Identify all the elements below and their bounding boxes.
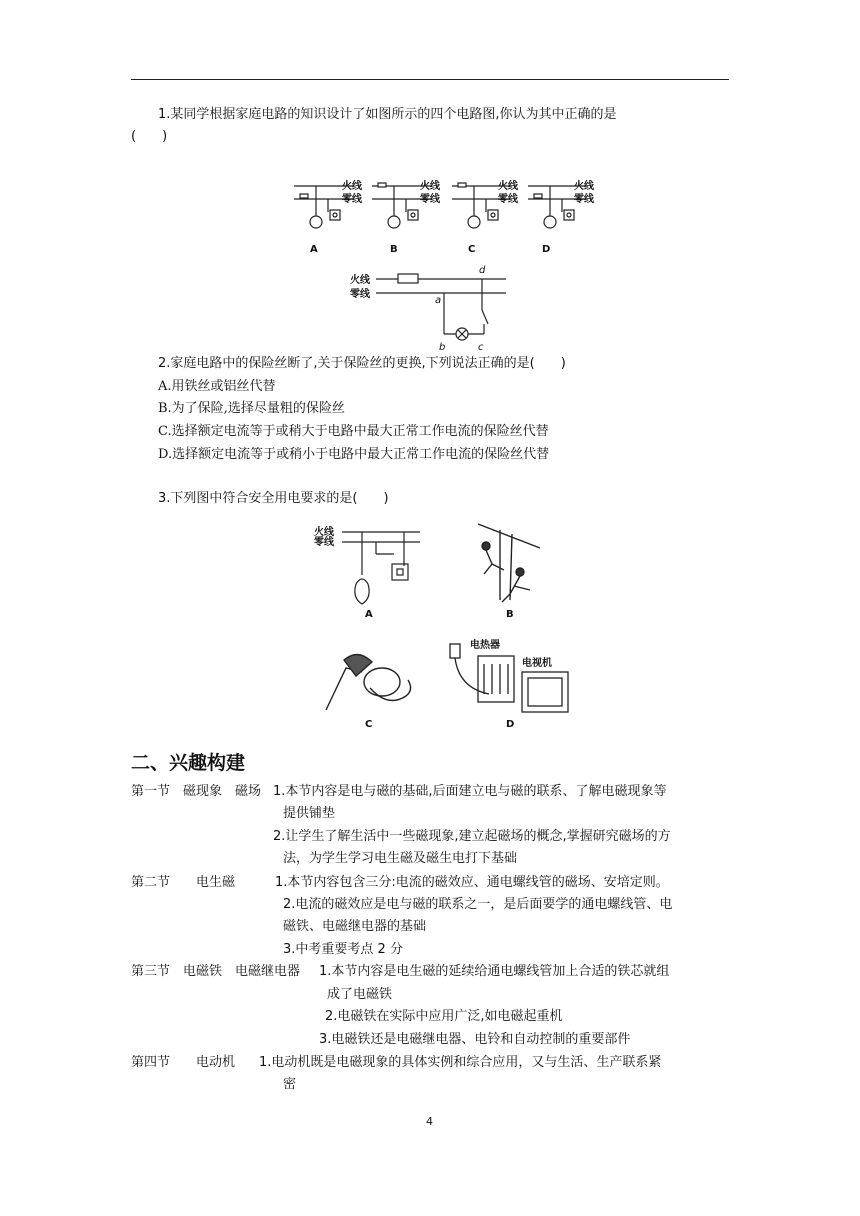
section-heading: 二、兴趣构建 [131,752,246,774]
q1-circuit-figure [290,172,602,258]
q3-option-c: C [365,719,373,730]
s2-line3: 磁铁、电磁继电器的基础 [283,919,427,934]
header-rule [131,79,729,80]
s3-line3: 2.电磁铁在实际中应用广泛,如电磁起重机 [325,1009,563,1024]
q2-option-c: C.选择额定电流等于或稍大于电路中最大正常工作电流的保险丝代替 [158,424,549,439]
q3-option-a: A [365,609,373,620]
s2-line1: 1.本节内容包含三分:电流的磁效应、通电螺线管的磁场、安培定则。 [275,875,669,890]
q1-option-b: B [390,244,398,255]
q1-circuit-d [528,186,588,228]
q3-heater-label: 电热器 [470,640,500,651]
fig2-point-d: d [479,265,486,276]
q3-fig-a-wiring [342,532,420,604]
q2-stem: 2.家庭电路中的保险丝断了,关于保险丝的更换,下列说法正确的是( ) [158,356,566,371]
s1-line4: 法，为学生学习电生磁及磁生电打下基础 [283,851,518,866]
q1-fig-neutral-c: 零线 [498,194,518,205]
q3-fig-d-appliance-scene [450,644,568,712]
q3-fig-b-pole-scene [478,524,540,602]
s1-line2: 提供铺垫 [283,806,336,821]
s1-title: 第一节 磁现象 磁场 [131,784,262,799]
q3-fig-live-label: 火线 [314,527,334,538]
q1-stem-line2: ( ) [131,129,168,144]
fig2-point-c: c [478,342,484,353]
fig2-point-a: a [435,295,442,306]
s2-line2: 2.电流的磁效应是电与磁的联系之一，是后面要学的通电螺线管、电 [283,897,673,912]
q3-tv-label: 电视机 [522,658,552,669]
q3-fig-neutral-label: 零线 [314,537,334,548]
q2-option-d: D.选择额定电流等于或稍小于电路中最大正常工作电流的保险丝代替 [158,447,550,462]
s1-line3: 2.让学生了解生活中一些磁现象,建立起磁场的概念,掌握研究磁场的方 [273,829,671,844]
s3-title: 第三节 电磁铁 电磁继电器 [131,964,301,979]
fig2-live-label: 火线 [350,275,370,286]
q1-option-d: D [542,244,551,255]
q1-option-c: C [468,244,476,255]
q1-fig-live-d: 火线 [574,181,594,192]
fig2-neutral-label: 零线 [350,289,370,300]
q1-stem-line1: 1.某同学根据家庭电路的知识设计了如图所示的四个电路图,你认为其中正确的是 [158,107,617,122]
q1-fig-live-a: 火线 [342,181,362,192]
q3-fig-c-lamp-scene [326,654,411,710]
q3-option-b: B [506,609,514,620]
s3-line4: 3.电磁铁还是电磁继电器、电铃和自动控制的重要部件 [319,1032,631,1047]
s2-line4: 3.中考重要考点 2 分 [283,942,403,957]
q3-figure [300,520,590,732]
q1-circuit-a [294,186,354,228]
fig2-point-b: b [439,342,446,353]
q1-fig-live-c: 火线 [498,181,518,192]
s2-title: 第二节 电生磁 [131,875,236,890]
fig2-circuit [348,262,508,354]
s3-line1: 1.本节内容是电生磁的延续给通电螺线管加上合适的铁芯就组 [319,964,670,979]
s4-line1: 1.电动机既是电磁现象的具体实例和综合应用，又与生活、生产联系紧 [259,1055,662,1070]
q2-option-b: B.为了保险,选择尽量粗的保险丝 [158,401,345,416]
q2-option-a: A.用铁丝或铝丝代替 [158,379,276,394]
q1-fig-neutral-b: 零线 [420,194,440,205]
q1-fig-neutral-d: 零线 [574,194,594,205]
q3-option-d: D [506,719,515,730]
q1-fig-neutral-a: 零线 [342,194,362,205]
s3-line2: 成了电磁铁 [327,987,393,1002]
q1-fig-live-b: 火线 [420,181,440,192]
page-number: 4 [426,1115,433,1128]
s1-line1: 1.本节内容是电与磁的基础,后面建立电与磁的联系、了解电磁现象等 [273,784,667,799]
q1-option-a: A [310,244,318,255]
q3-stem: 3.下列图中符合安全用电要求的是( ) [158,491,389,506]
s4-title: 第四节 电动机 [131,1055,236,1070]
s4-line2: 密 [283,1077,297,1092]
